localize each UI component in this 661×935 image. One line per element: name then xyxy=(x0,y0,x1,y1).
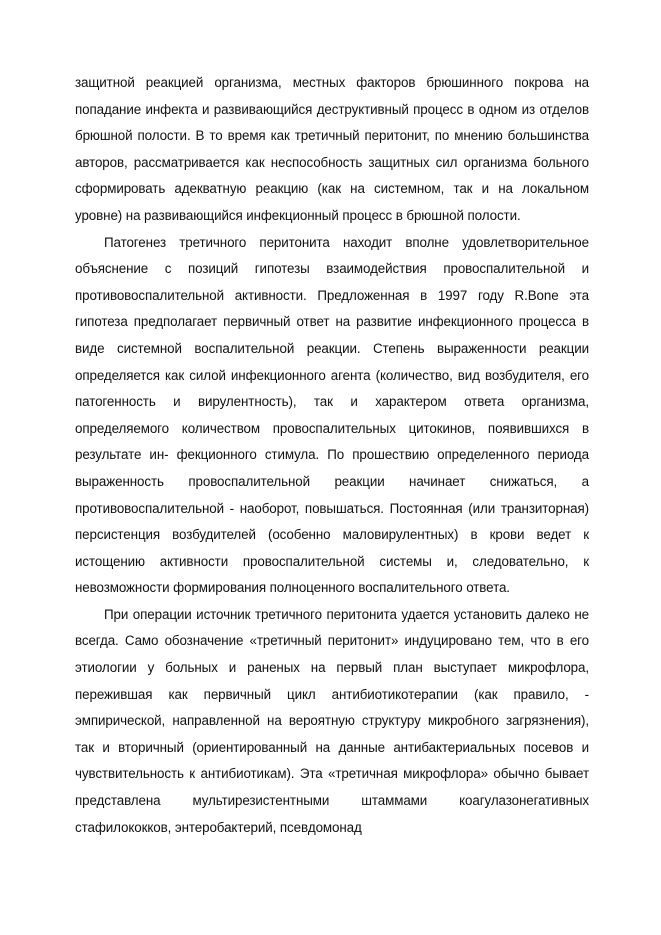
paragraph-pathogenesis: Патогенез третичного перитонита находит вполне удовлетворительное объяснение с позиций гипотезы взаимодействия провоспалительной и противовоспалительной активности. Предложенная в 1997 году R.Bone эта гипотеза предполагает первичный ответ на развитие инфекционного процесса в виде системной воспалительной реакции. Степень выраженности реакции определяется как силой инфекционного агента (количество, вид возбудителя, его патогенность и вирулентность), так и характером ответа организма, определяемого количеством провоспалительных цитокинов, появившихся в результате ин- фекционного стимула. По прошествию определенного периода выраженность провоспалительной реакции начинает снижаться, а противовоспалительной - наоборот, повышаться. Постоянная (или транзиторная) персистенция возбудителей (особенно маловирулентных) в крови ведет к истощению активности провоспалительной системы и, следовательно, к невозможности формирования полноценного воспалительного ответа. xyxy=(75,234,589,596)
body-text xyxy=(75,70,589,841)
paragraph-continuation: защитной реакцией организма, местных факторов брюшинного покрова на попадание инфекта и развивающийся деструктивный процесс в одном из отделов брюшной полости. В то время как третичный перитонит, по мнению большинства авторов, рассматривается как неспособность защитных сил организма больного сформировать адекватную реакцию (как на системном, так и на локальном уровне) на развивающийся инфекционный процесс в брюшной полости. xyxy=(75,75,589,223)
paragraph-surgery: При операции источник третичного перитонита удается установить далеко не всегда. Само обозначение «третичный перитонит» индуцировано тем, что в его этиологии у больных и раненых на первый план выступает микрофлора, пережившая как первичный цикл антибиотикотерапии (как правило, - эмпирической, направленной на вероятную структуру микробного загрязнения), так и вторичный (ориентированный на данные антибактериальных посевов и чувствительность к антибиотикам). Эта «третичная микрофлора» обычно бывает представлена мультирезистентными штаммами коагулазонегативных стафилококков, энтеробактерий, псевдомонад xyxy=(75,606,589,835)
